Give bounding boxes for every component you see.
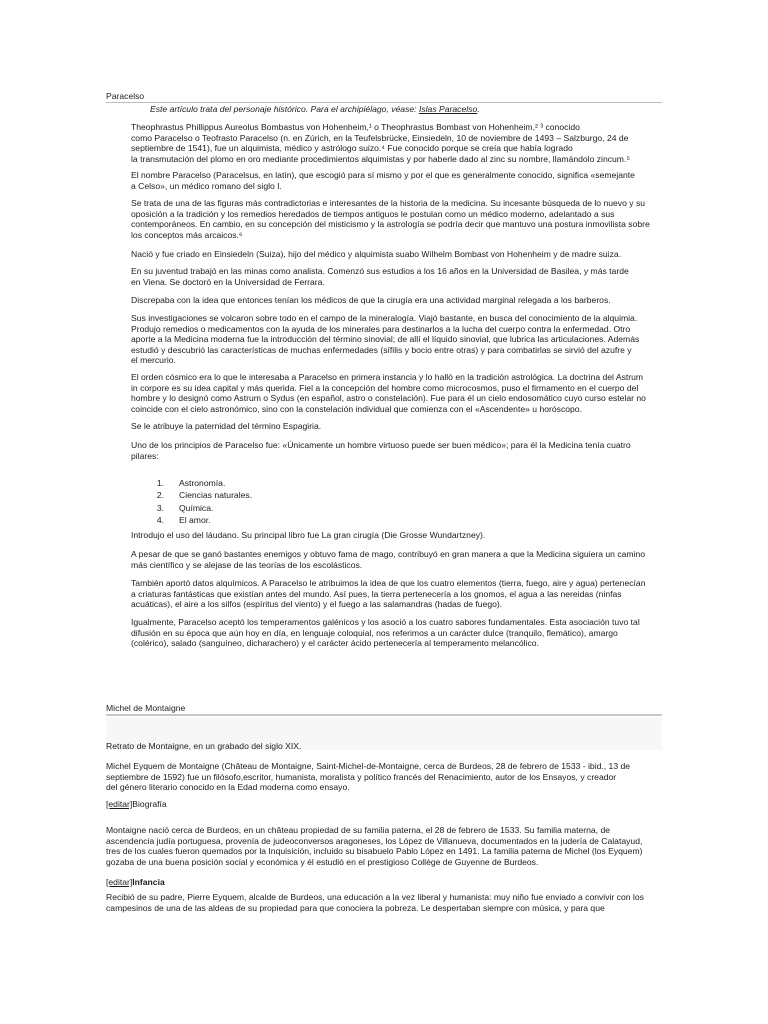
paragraph-line: Produjo remedios o medicamentos con la ayuda de los minerales para destinarlos a la lucha del cuerpo contra la enfermedad. Otro bbox=[131, 323, 631, 334]
section-heading-infancia bbox=[106, 877, 165, 887]
paragraph-line: Recibió de su padre, Pierre Eyquem, alcalde de Burdeos, una educación a la vez liberal y humanista: muy niño fue enviado a convivir con los bbox=[106, 892, 644, 902]
paragraph-line: También aportó datos alquímicos. A Paracelso le atribuimos la idea de que los cuatro elementos (tierra, fuego, aire y agua) pertenecían bbox=[131, 578, 646, 588]
list-number: 3. bbox=[156, 502, 164, 513]
paragraph-line: los conceptos más arcaicos.⁶ bbox=[131, 229, 243, 240]
intro-line: la transmutación del plomo en oro mediante procedimientos alquimistas y por haberle dado al zinc su nombre, llamándolo zincum.⁵ bbox=[131, 153, 630, 164]
paragraph-line: A pesar de que se ganó bastantes enemigos y obtuvo fama de mago, contribuyó en gran manera a que la Medicina siguiera un camino bbox=[131, 549, 646, 559]
paragraph-line: hombre y lo designó como Astrum o Sydus (en español, astro o constelación). Fue para él un cielo endosomático cuyo curso estelar no bbox=[131, 393, 646, 404]
edit-link[interactable]: [editar] bbox=[106, 877, 133, 887]
paragraph-line: Se trata de una de las figuras más contradictorias e interesantes de la historia de la medicina. Su incesante búsqueda de lo nuevo y su bbox=[131, 198, 646, 208]
paragraph-laudano bbox=[131, 530, 661, 541]
paragraph-line: a Celso», un médico romano del siglo I. bbox=[131, 180, 282, 191]
intro-line: como Paracelso o Teofrasto Paracelso (n. en Zúrich, en la Teufelsbrücke, Einsiedeln, 10 de noviembre de 1493 – Salzburgo, 24 de bbox=[131, 132, 629, 143]
hatnote-link-islas-paracelso[interactable]: Islas Paracelso bbox=[418, 104, 478, 114]
section-heading-label: Infancia bbox=[132, 877, 165, 887]
paragraph-elements bbox=[131, 578, 661, 610]
paragraph-line: acuáticas), el aire a los silfos (espíritus del viento) y el fuego a las salamandras (hadas de fuego). bbox=[131, 599, 503, 610]
intro-line: septiembre de 1541), fue un alquimista, médico y astrólogo suizo.⁴ Fue conocido porque se creía que había logrado bbox=[131, 143, 573, 154]
list-text: Astronomía. bbox=[179, 478, 226, 488]
paragraph-line: difusión en su época que aún hoy en día, en lenguaje coloquial, nos referimos a un carácter dulce (tranquilo, flemático), amargo bbox=[131, 627, 618, 638]
paragraph-line: Introdujo el uso del láudano. Su principal libro fue La gran cirugía (Die Grosse Wundartzney). bbox=[131, 530, 486, 540]
paragraph-line: ascendencia judía portuguesa, provenía de judeoconversos aragoneses, los López de Villanueva, documentados en la judería de Calatayud, bbox=[106, 835, 643, 846]
list-number: 4. bbox=[156, 515, 164, 526]
paragraph-line: Discrepaba con la idea que entonces tenían los médicos de que la cirugía era una actividad marginal relegada a los barberos. bbox=[131, 295, 611, 305]
paragraph-line: tres de los cuales fueron quemados por la Inquisición, incluido su bisabuelo Pablo López en 1491. La familia paterna de Michel (los Eyquem) bbox=[106, 846, 643, 857]
paragraph-line: Igualmente, Paracelso aceptó los temperamentos galénicos y los asoció a los cuatro sabores fundamentales. Esta asociación tuvo tal bbox=[131, 617, 640, 627]
paragraph-line: más científico y se alejase de las teorías de los escolásticos. bbox=[131, 559, 363, 570]
section-heading-biografia bbox=[106, 799, 167, 809]
paragraph-cosmic-order bbox=[131, 372, 661, 414]
title-divider bbox=[106, 714, 662, 716]
paragraph-line: a criaturas fantásticas que existían antes del mundo. Así pues, la tierra pertenecería a los gnomos, el agua a las nereidas (ninfas bbox=[131, 588, 622, 599]
intro-paragraph bbox=[131, 122, 661, 164]
paragraph-line: el mercurio. bbox=[131, 355, 176, 366]
paragraph-research bbox=[131, 313, 661, 366]
paragraph-line: Michel Eyquem de Montaigne (Château de Montaigne, Saint-Michel-de-Montaigne, cerca de Burdeos, 28 de febrero de 1533 - ibid., 13 de bbox=[106, 761, 631, 771]
list-text: El amor. bbox=[179, 515, 211, 526]
paragraph-line: (colérico), salado (sanguíneo, dicharachero) y el carácter ácido pertenecería al temperamento melancólico. bbox=[131, 638, 539, 649]
list-text: Ciencias naturales. bbox=[179, 490, 253, 501]
paragraph-line: Montaigne nació cerca de Burdeos, en un château propiedad de su familia paterna, el 28 de febrero de 1533. Su familia materna, de bbox=[106, 825, 611, 835]
paragraph-line: coincide con el cielo astronómico, sino con la constelación individual que comienza con el «Ascendente» u horóscopo. bbox=[131, 403, 582, 414]
paragraph-line: El nombre Paracelso (Paracelsus, en latín), que escogió para sí mismo y por el que es generalmente conocido, significa «semejante bbox=[131, 170, 635, 180]
intro-line: Theophrastus Phillippus Aureolus Bombastus von Hohenheim,¹ o Theophrastus Bombast von Hohenheim,² ³ conocido bbox=[131, 122, 580, 132]
list-number: 1. bbox=[156, 478, 164, 488]
paragraph-figure bbox=[131, 198, 661, 240]
paragraph-birth bbox=[131, 249, 661, 260]
title-divider bbox=[106, 102, 662, 103]
paragraph-line: in corpore es su idea capital y más querida. Fiel a la concepción del hombre como microcosmos, puso el firmamento en el cuerpo del bbox=[131, 382, 639, 393]
hatnote-text: Este artículo trata del personaje histórico. Para el archipiélago, véase: bbox=[150, 104, 419, 114]
list-item bbox=[131, 489, 431, 501]
article-title-montaigne: Michel de Montaigne bbox=[106, 703, 186, 713]
montaigne-intro bbox=[106, 761, 662, 793]
edit-link[interactable]: [editar] bbox=[106, 799, 133, 809]
paragraph-surgery bbox=[131, 295, 661, 306]
paragraph-line: en Viena. Se doctoró en la Universidad de Ferrara. bbox=[131, 276, 325, 287]
pillars-list bbox=[131, 477, 431, 527]
paragraph-line: campesinos de una de las aldeas de su propiedad para que conociera la pobreza. Le despertaban siempre con música, y para que bbox=[106, 902, 605, 913]
list-number: 2. bbox=[156, 490, 164, 501]
paragraph-line: aporte a la Medicina moderna fue la introducción del término sinovial; de allí el líquido sinovial, que lubrica las articulaciones. Además bbox=[131, 334, 640, 345]
list-item bbox=[131, 514, 431, 526]
paragraph-line: estudió y descubrió las características de muchas enfermedades (sífilis y bocio entre otras) y para combatirlas se sirvió del azufre y bbox=[131, 344, 632, 355]
image-caption: Retrato de Montaigne, en un grabado del siglo XIX. bbox=[106, 741, 302, 751]
paragraph-principles bbox=[131, 440, 661, 461]
section-heading-label: Biografía bbox=[132, 799, 167, 809]
paragraph-line: El orden cósmico era lo que le interesaba a Paracelso en primera instancia y lo halló en la tradición astrológica. La doctrina del Astrum bbox=[131, 372, 644, 382]
paragraph-enemies bbox=[131, 549, 661, 570]
image-caption-box bbox=[106, 717, 662, 750]
list-item bbox=[131, 502, 431, 514]
hatnote-end: . bbox=[477, 104, 480, 114]
paragraph-line: Sus investigaciones se volcaron sobre todo en el campo de la mineralogía. Viajó bastante, en busca del conocimiento de la alquimia. bbox=[131, 313, 638, 323]
paragraph-espagiria bbox=[131, 421, 661, 432]
paragraph-line: Uno de los principios de Paracelso fue: «Únicamente un hombre virtuoso puede ser buen médico»; para él la Medicina tenía cuatro bbox=[131, 440, 631, 450]
paragraph-line: septiembre de 1592) fue un filósofo,escritor, humanista, moralista y político francés del Renacimiento, autor de los Ensayos, y creador bbox=[106, 771, 617, 782]
paragraph-line: Nació y fue criado en Einsiedeln (Suiza), hijo del médico y alquimista suabo Wilhelm Bombast von Hohenheim y de madre suiza. bbox=[131, 249, 622, 259]
montaigne-bio bbox=[106, 825, 662, 867]
list-item bbox=[131, 477, 431, 489]
list-text: Química. bbox=[179, 502, 214, 513]
paragraph-line: gozaba de una buena posición social y económica y él estudió en el prestigioso Collège de Guyenne de Burdeos. bbox=[106, 856, 539, 867]
paragraph-line: oposición a la tradición y los remedios heredados de tiempos antiguos le postulan como un médico moderno, adelantado a sus bbox=[131, 208, 615, 219]
montaigne-infancia bbox=[106, 892, 662, 913]
paragraph-line: contemporáneos. En cambio, en su concepción del misticismo y la astrología se podría decir que mantuvo una postura inmovilista sobre bbox=[131, 219, 650, 230]
paragraph-line: del género literario conocido en la Edad moderna como ensayo. bbox=[106, 782, 350, 793]
paragraph-name bbox=[131, 170, 661, 191]
paragraph-line: En su juventud trabajó en las minas como analista. Comenzó sus estudios a los 16 años en la Universidad de Basilea, y más tarde bbox=[131, 266, 629, 276]
paragraph-youth bbox=[131, 266, 661, 287]
paragraph-temperaments bbox=[131, 617, 661, 649]
paragraph-line: pilares: bbox=[131, 450, 159, 461]
paragraph-line: Se le atribuye la paternidad del término Espagiria. bbox=[131, 421, 322, 431]
article-title-paracelso: Paracelso bbox=[106, 91, 145, 101]
hatnote bbox=[150, 104, 480, 114]
